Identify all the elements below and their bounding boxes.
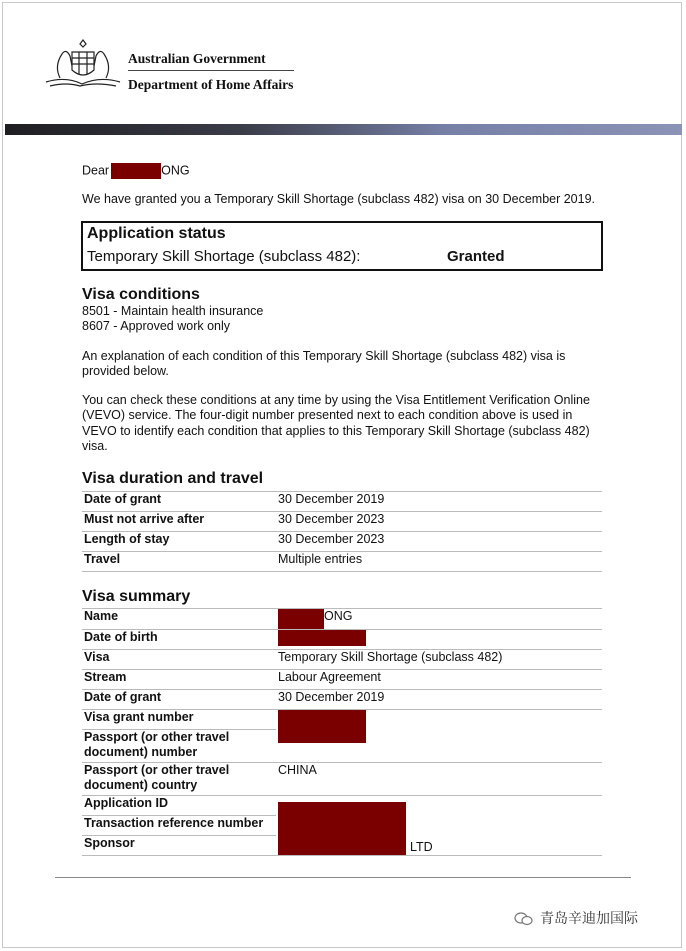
duration-heading: Visa duration and travel xyxy=(82,470,264,487)
row-label: Sponsor xyxy=(82,836,276,856)
status-title: Application status xyxy=(87,225,226,242)
table-row xyxy=(82,492,602,512)
table-row xyxy=(82,552,602,572)
row-label: Date of birth xyxy=(82,630,276,650)
vevo-paragraph-line: You can check these conditions at any time by using the Visa Entitlement Verification Online xyxy=(82,393,590,407)
conditions-heading: Visa conditions xyxy=(82,286,200,303)
duration-table xyxy=(82,491,602,572)
row-label: Stream xyxy=(82,670,276,690)
table-row xyxy=(82,690,602,710)
row-label: Travel xyxy=(82,552,276,572)
row-label: Length of stay xyxy=(82,532,276,552)
row-value xyxy=(276,710,602,763)
salutation xyxy=(82,163,190,179)
conditions-explanation-line: An explanation of each condition of this Temporary Skill Shortage (subclass 482) visa is xyxy=(82,349,566,363)
vevo-paragraph-line: VEVO to identify each condition that applies to this Temporary Skill Shortage (subclass 482) xyxy=(82,424,590,438)
row-label: Passport (or other travel document) number xyxy=(82,730,276,763)
watermark-text: 青岛辛迪加国际 xyxy=(540,910,638,926)
summary-heading: Visa summary xyxy=(82,588,191,605)
status-value: Granted xyxy=(447,248,505,265)
sponsor-suffix: LTD xyxy=(410,840,433,854)
grant-sentence: We have granted you a Temporary Skill Shortage (subclass 482) visa on 30 December 2019. xyxy=(82,192,596,206)
row-label: Visa xyxy=(82,650,276,670)
table-row xyxy=(82,609,602,630)
row-label: Transaction reference number xyxy=(82,816,276,836)
row-value: CHINA xyxy=(276,763,602,796)
conditions-explanation-line: provided below. xyxy=(82,364,169,378)
vevo-paragraph-line: (VEVO) service. The four-digit number presented next to each condition above is used in xyxy=(82,408,573,422)
table-row xyxy=(82,710,602,730)
condition-item: 8501 - Maintain health insurance xyxy=(82,304,264,318)
department-name: Department of Home Affairs xyxy=(128,77,294,92)
salutation-suffix: ONG xyxy=(161,163,190,178)
row-label: Date of grant xyxy=(82,690,276,710)
row-value: Multiple entries xyxy=(276,552,602,572)
watermark xyxy=(514,908,638,928)
row-value: Temporary Skill Shortage (subclass 482) xyxy=(276,650,602,670)
header-banner xyxy=(5,124,682,135)
row-label: Visa grant number xyxy=(82,710,276,730)
table-row xyxy=(82,670,602,690)
row-value: 30 December 2019 xyxy=(276,492,602,512)
wechat-icon xyxy=(514,912,534,926)
row-label: Passport (or other travel document) country xyxy=(82,763,276,796)
salutation-prefix: Dear xyxy=(82,163,110,178)
status-visa: Temporary Skill Shortage (subclass 482): xyxy=(87,248,361,265)
row-value xyxy=(276,796,602,856)
redaction-block xyxy=(278,630,366,646)
table-row xyxy=(82,630,602,650)
row-value xyxy=(276,630,602,650)
table-row xyxy=(82,512,602,532)
agency-name: Australian Government xyxy=(128,51,266,66)
coat-of-arms-icon xyxy=(42,38,124,92)
summary-table xyxy=(82,608,602,856)
redaction-block xyxy=(278,710,366,743)
vevo-paragraph-line: visa. xyxy=(82,439,108,453)
table-row xyxy=(82,763,602,796)
row-value: 30 December 2023 xyxy=(276,512,602,532)
footer-divider xyxy=(55,877,631,878)
table-row xyxy=(82,532,602,552)
row-value: 30 December 2023 xyxy=(276,532,602,552)
row-label: Date of grant xyxy=(82,492,276,512)
header-divider xyxy=(128,70,294,71)
condition-item: 8607 - Approved work only xyxy=(82,319,231,333)
application-status-box xyxy=(81,221,603,271)
table-row xyxy=(82,796,602,816)
row-value xyxy=(276,609,602,630)
redaction-block xyxy=(278,802,406,855)
row-label: Application ID xyxy=(82,796,276,816)
row-value: Labour Agreement xyxy=(276,670,602,690)
row-label: Name xyxy=(82,609,276,630)
name-suffix: ONG xyxy=(324,609,353,623)
redaction-block xyxy=(278,609,324,629)
table-row xyxy=(82,650,602,670)
redaction-block xyxy=(111,163,161,179)
row-value: 30 December 2019 xyxy=(276,690,602,710)
row-label: Must not arrive after xyxy=(82,512,276,532)
